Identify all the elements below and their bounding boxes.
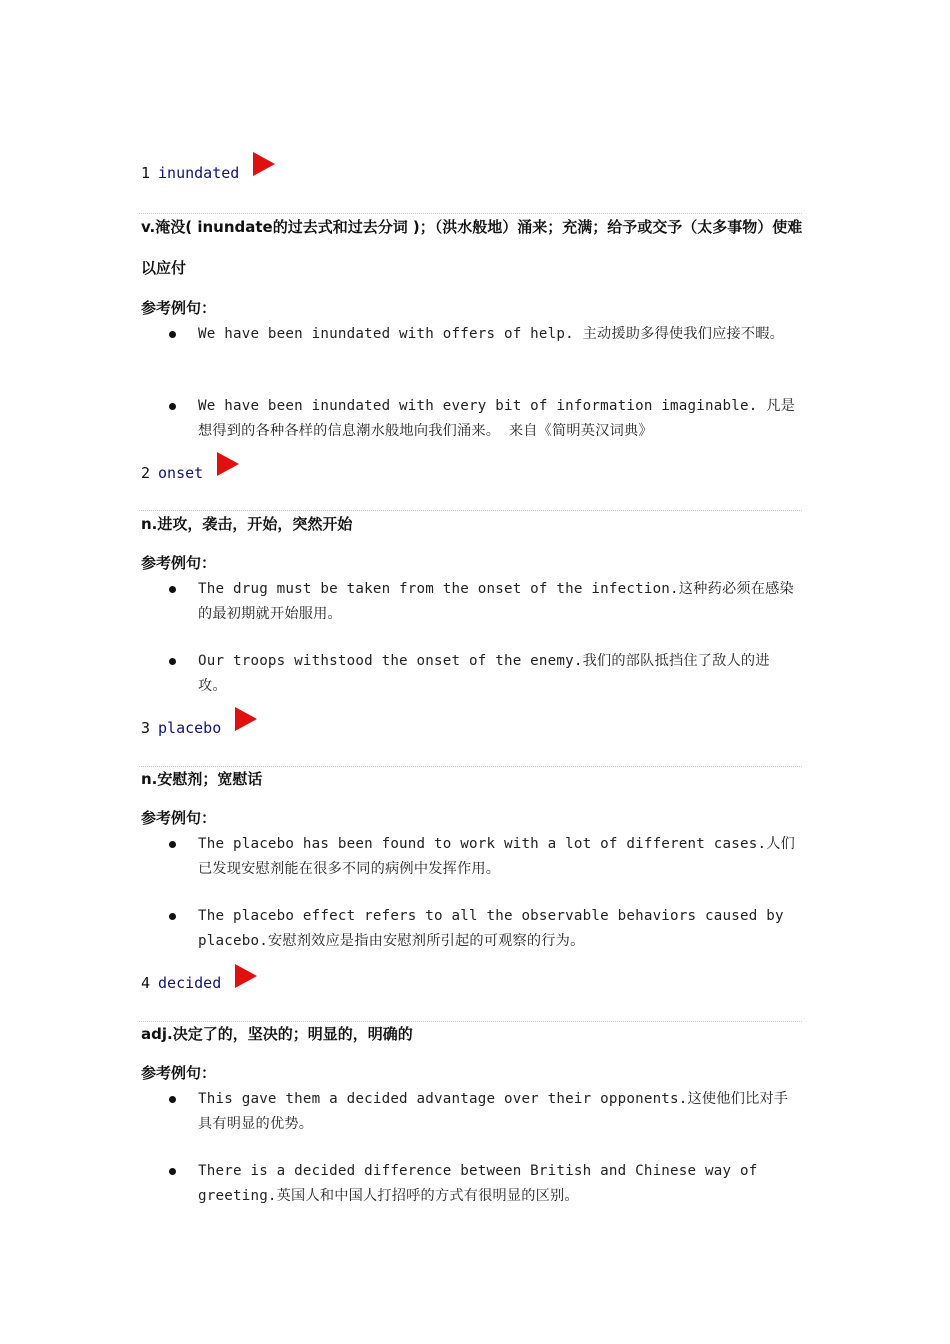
bullet — [169, 913, 176, 920]
bullet — [169, 658, 176, 665]
definition: adj.决定了的，坚决的；明显的，明确的 — [141, 1025, 413, 1043]
bullet — [169, 331, 176, 338]
bullet — [169, 841, 176, 848]
definition: n.进攻，袭击，开始，突然开始 — [141, 515, 353, 533]
definition: v.淹没( inundate的过去式和过去分词 )；（洪水般地）涌来；充满；给予或交予（太多事物）使难以应付 — [141, 218, 803, 277]
entry-heading — [141, 707, 257, 737]
entry-number: 4 — [141, 974, 151, 992]
entry-word[interactable]: inundated — [158, 164, 240, 182]
example-sentence: The placebo effect refers to all the observable behaviors caused by placebo.安慰剂效应是指由安慰剂所引起的可观察的行为。 — [198, 908, 784, 949]
example-sentence: We have been inundated with every bit of information imaginable. 凡是想得到的各种各样的信息潮水般地向我们涌来。 来自《简明英汉词典》 — [198, 398, 795, 439]
entry-word[interactable]: placebo — [158, 719, 222, 737]
bullet — [169, 403, 176, 410]
example-sentence: There is a decided difference between British and Chinese way of greeting.英国人和中国人打招呼的方式有很明显的区别。 — [198, 1163, 758, 1204]
play-audio-icon[interactable] — [253, 152, 275, 176]
example-sentence: The placebo has been found to work with a lot of different cases.人们已发现安慰剂能在很多不同的病例中发挥作用。 — [198, 836, 795, 877]
bullet — [169, 1168, 176, 1175]
definition: n.安慰剂；宽慰话 — [141, 770, 263, 788]
entry-heading — [141, 152, 275, 182]
entry-word[interactable]: onset — [158, 464, 204, 482]
bullet — [169, 586, 176, 593]
examples-label: 参考例句： — [141, 1064, 217, 1082]
examples-label: 参考例句： — [141, 299, 217, 317]
play-audio-icon[interactable] — [235, 964, 257, 988]
entry-number: 1 — [141, 164, 151, 182]
example-sentence: Our troops withstood the onset of the enemy.我们的部队抵挡住了敌人的进攻。 — [198, 653, 770, 694]
examples-label: 参考例句： — [141, 554, 217, 572]
bullet — [169, 1096, 176, 1103]
entry-number: 2 — [141, 464, 151, 482]
entry-heading — [141, 962, 257, 992]
entry-heading — [141, 452, 239, 482]
examples-label: 参考例句： — [141, 809, 217, 827]
example-sentence: The drug must be taken from the onset of the infection.这种药必须在感染的最初期就开始服用。 — [198, 581, 794, 622]
entry-number: 3 — [141, 719, 151, 737]
play-audio-icon[interactable] — [217, 452, 239, 476]
example-sentence: We have been inundated with offers of help. 主动援助多得使我们应接不暇。 — [198, 326, 785, 342]
example-sentence: This gave them a decided advantage over their opponents.这使他们比对手具有明显的优势。 — [198, 1091, 789, 1132]
entry-word[interactable]: decided — [158, 974, 222, 992]
play-audio-icon[interactable] — [235, 707, 257, 731]
